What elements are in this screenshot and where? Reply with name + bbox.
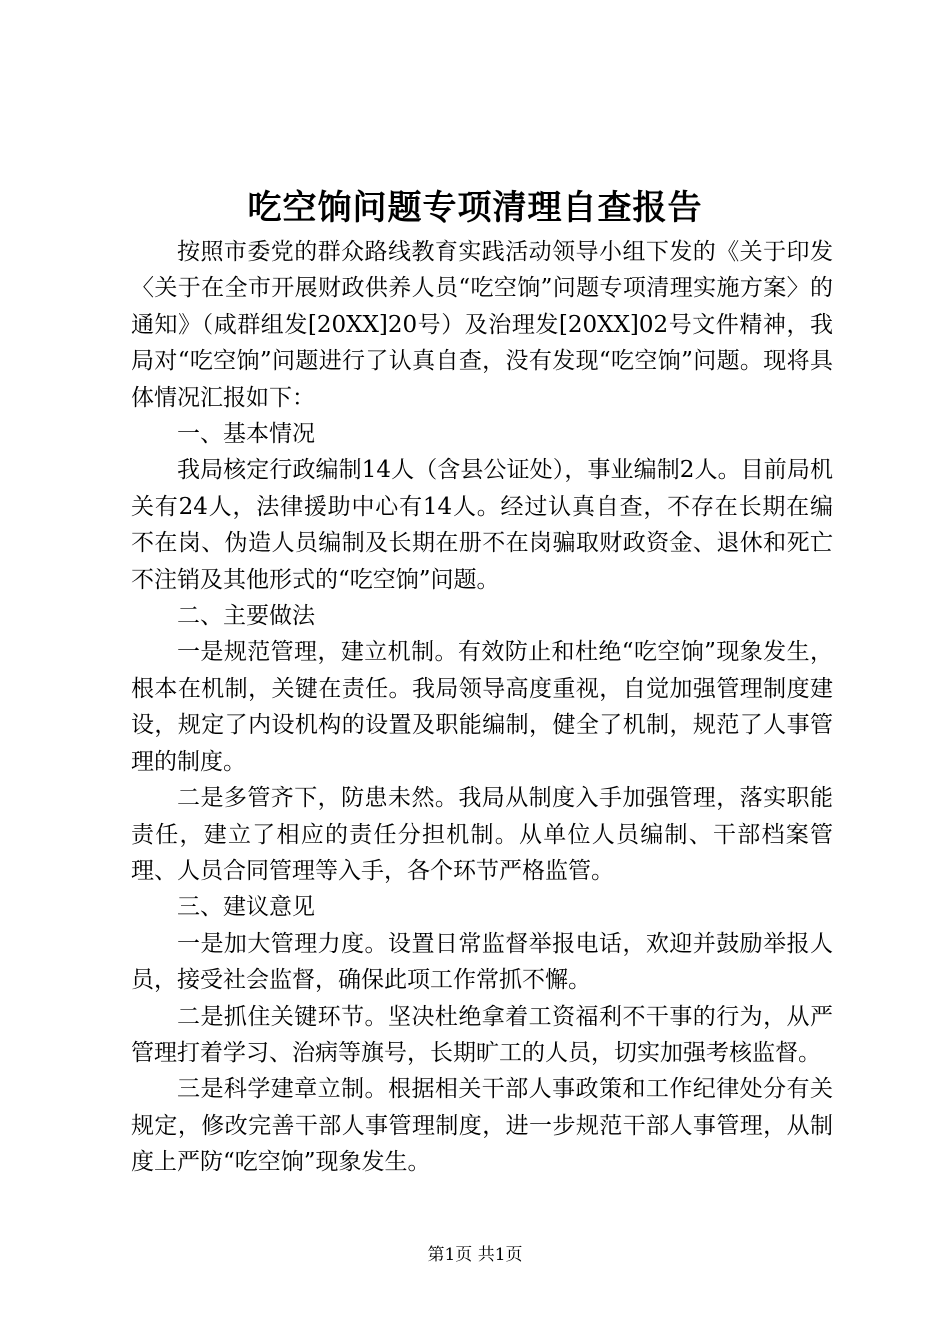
practice-paragraph-2: 二是多管齐下，防患未然。我局从制度入手加强管理，落实职能责任，建立了相应的责任分担机制。从单位人员编制、干部档案管理、人员合同管理等入手，各个环节严格监管。 <box>131 785 833 884</box>
intro-paragraph: 按照市委党的群众路线教育实践活动领导小组下发的《关于印发〈关于在全市开展财政供养人员“吃空饷”问题专项清理实施方案〉的通知》（咸群组发[20XX]20号）及治理发[20XX]02号文件精神，我局对“吃空饷”问题进行了认真自查，没有发现“吃空饷”问题。现将具体情况汇报如下： <box>131 239 833 411</box>
suggestion-paragraph-1: 一是加大管理力度。设置日常监督举报电话，欢迎并鼓励举报人员，接受社会监督，确保此项工作常抓不懈。 <box>131 930 833 994</box>
section-heading-main-practices: 二、主要做法 <box>177 603 315 630</box>
suggestion-paragraph-2: 二是抓住关键环节。坚决杜绝拿着工资福利不干事的行为，从严管理打着学习、治病等旗号，长期旷工的人员，切实加强考核监督。 <box>131 1003 833 1066</box>
practice-paragraph-1: 一是规范管理，建立机制。有效防止和杜绝“吃空饷”现象发生，根本在机制，关键在责任。我局领导高度重视，自觉加强管理制度建设，规定了内设机构的设置及职能编制，健全了机制，规范了人事管理的制度。 <box>131 639 833 775</box>
basic-situation-paragraph: 我局核定行政编制14人（含县公证处），事业编制2人。目前局机关有24人，法律援助中心有14人。经过认真自查，不存在长期在编不在岗、伪造人员编制及长期在册不在岗骗取财政资金、退休和死亡不注销及其他形式的“吃空饷”问题。 <box>131 457 833 593</box>
document-title: 吃空饷问题专项清理自查报告 <box>247 188 703 228</box>
document-body <box>131 234 833 1181</box>
section-heading-suggestions: 三、建议意见 <box>177 894 315 921</box>
suggestion-paragraph-3: 三是科学建章立制。根据相关干部人事政策和工作纪律处分有关规定，修改完善干部人事管理制度，进一步规范干部人事管理，从制度上严防“吃空饷”现象发生。 <box>131 1076 833 1176</box>
page-number-footer: 第1页 共1页 <box>427 1245 523 1265</box>
section-heading-basic-situation: 一、基本情况 <box>177 421 315 448</box>
